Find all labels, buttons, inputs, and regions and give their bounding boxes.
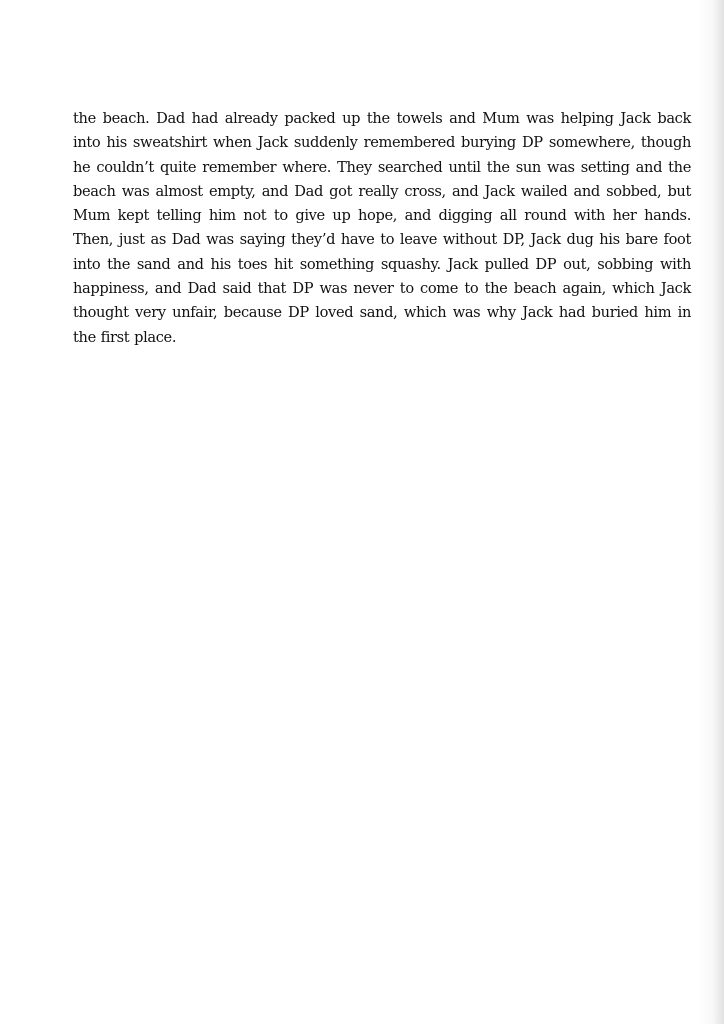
body-paragraph: the beach. Dad had already packed up the towels and Mum was helping Jack back into his sweatshirt when Jack suddenly remembered burying DP somewhere, though he couldn’t quite remember where. They searched until the sun was setting and the beach was almost empty, and Dad got really cross, and Jack wailed and sobbed, but Mum kept telling him not to give up hope, and digging all round with her hands. Then, just as Dad was saying they’d have to leave without DP, Jack dug his bare foot into the sand and his toes hit something squashy. Jack pulled DP out, sobbing with happiness, and Dad said that DP was never to come to the beach again, which Jack thought very unfair, because DP loved sand, which was why Jack had buried him in the first place. (73, 110, 691, 346)
page-edge-shadow (698, 0, 724, 1024)
